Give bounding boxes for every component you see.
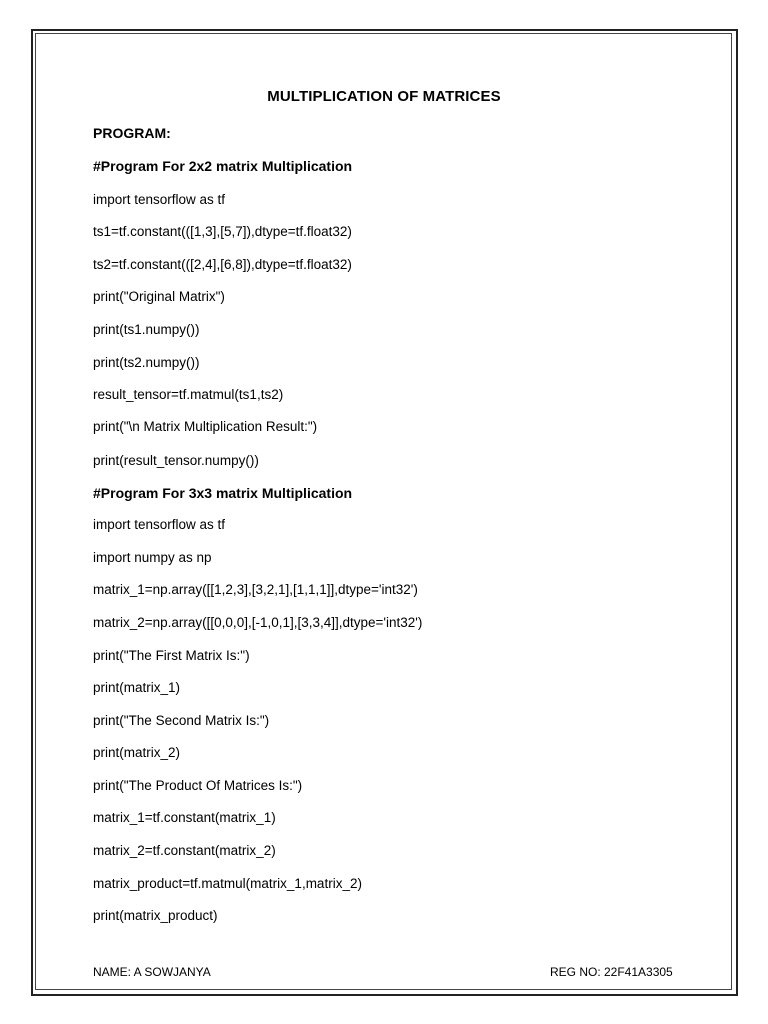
registration-number: REG NO: 22F41A3305 [550,965,673,979]
code-line: print(ts1.numpy()) [93,322,200,337]
code-line: print(ts2.numpy()) [93,355,200,370]
code-line: result_tensor=tf.matmul(ts1,ts2) [93,387,284,402]
code-line: print(matrix_1) [93,680,181,695]
code-line: matrix_product=tf.matmul(matrix_1,matrix_2) [93,876,362,891]
code-line: matrix_1=tf.constant(matrix_1) [93,810,276,825]
code-line: import tensorflow as tf [93,517,226,532]
code-line: import numpy as np [93,550,212,565]
code-line: import tensorflow as tf [93,192,226,207]
code-line: matrix_2=np.array([[0,0,0],[-1,0,1],[3,3,4]],dtype='int32') [93,615,423,630]
document-title: MULTIPLICATION OF MATRICES [267,88,501,105]
code-line: print("The Product Of Matrices Is:") [93,778,303,793]
code-line: print(matrix_2) [93,745,181,760]
code-line: matrix_1=np.array([[1,2,3],[3,2,1],[1,1,1]],dtype='int32') [93,582,418,597]
code-line: matrix_2=tf.constant(matrix_2) [93,843,276,858]
student-name: NAME: A SOWJANYA [93,965,211,979]
code-line: print("\n Matrix Multiplication Result:") [93,419,318,434]
program-label: PROGRAM: [93,125,171,141]
code-line: ts1=tf.constant(([1,3],[5,7]),dtype=tf.float32) [93,224,352,239]
code-line: print("Original Matrix") [93,289,225,304]
section1-heading: #Program For 2x2 matrix Multiplication [93,158,353,174]
code-line: print(matrix_product) [93,908,218,923]
code-line: print("The Second Matrix Is:") [93,713,270,728]
code-line: print("The First Matrix Is:") [93,648,250,663]
code-line: ts2=tf.constant(([2,4],[6,8]),dtype=tf.float32) [93,257,352,272]
section2-heading: #Program For 3x3 matrix Multiplication [93,485,353,501]
code-line: print(result_tensor.numpy()) [93,453,259,468]
